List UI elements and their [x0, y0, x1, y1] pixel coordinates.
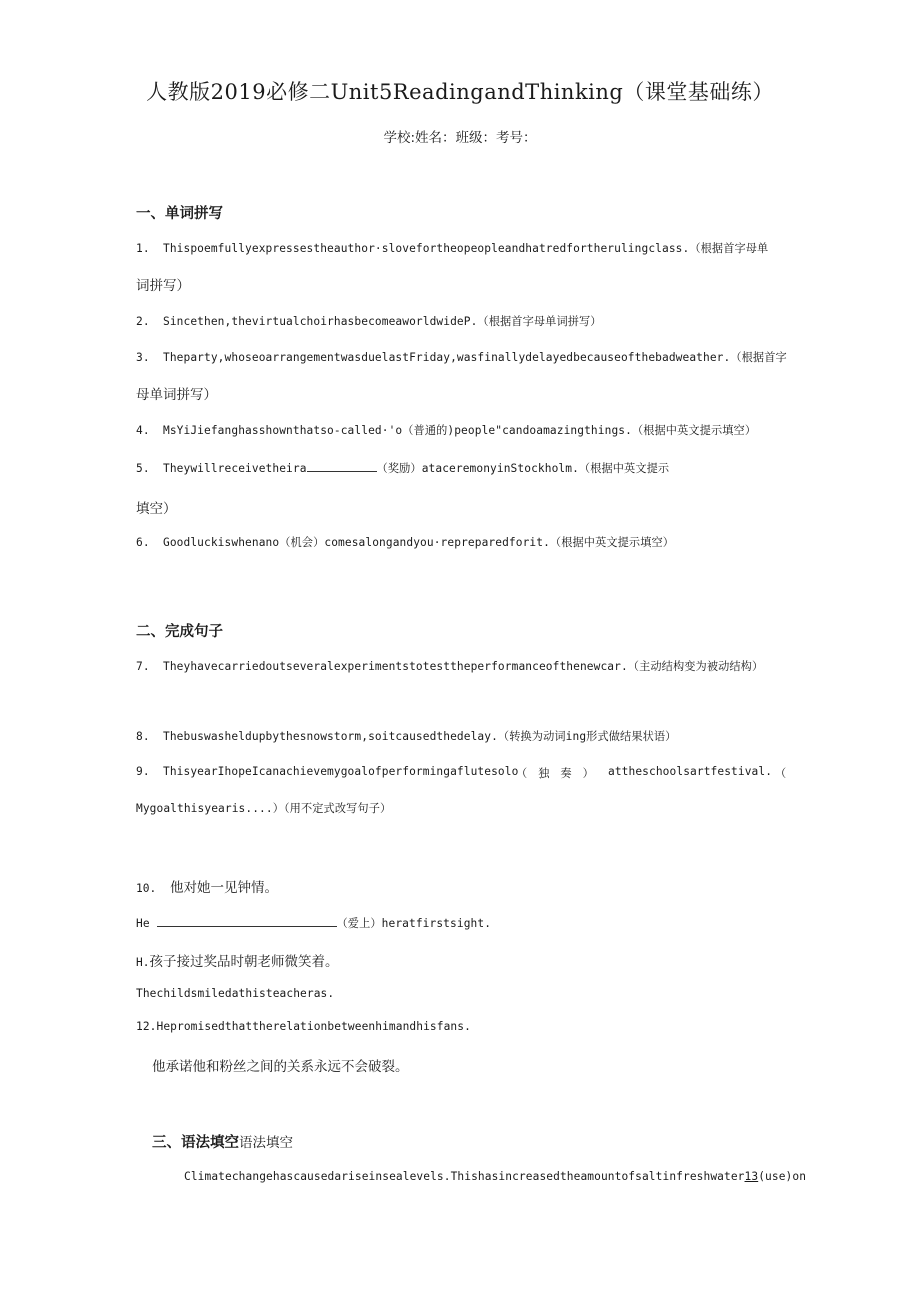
question-10-answer-line — [136, 914, 491, 931]
question-text: Goodluckiswhenano（机会）comesalongandyou·repreparedforit.（根据中英文提示填空） — [163, 536, 675, 549]
answer-prefix: He — [136, 917, 150, 930]
question-text: Thispoemfullyexpressestheauthor·slovefortheopeopleandhatredfortherulingclass.（根据首字母单 — [163, 242, 769, 255]
question-9-paren: （ — [775, 767, 787, 780]
answer-blank[interactable] — [157, 914, 337, 927]
question-9-annotation: （独奏） — [516, 767, 605, 780]
question-11-answer-line: Thechildsmiledathisteacheras. — [136, 987, 335, 1000]
question-number: 8. — [136, 730, 150, 743]
question-number: 4. — [136, 424, 150, 437]
question-3 — [136, 349, 787, 365]
question-number: H. — [136, 956, 150, 969]
question-text: Theyhavecarriedoutseveralexperimentstotesttheperformanceofthenewcar.（主动结构变为被动结构） — [163, 660, 764, 673]
question-text-cn: 孩子接过奖品时朝老师微笑着。 — [149, 954, 339, 970]
question-6 — [136, 534, 674, 550]
question-number: 1. — [136, 242, 150, 255]
answer-suffix: （爱上）heratfirstsight. — [336, 917, 492, 930]
blank-number[interactable]: 13 — [744, 1170, 759, 1183]
student-info: 学校:姓名：班级：考号： — [383, 130, 537, 146]
grammar-paragraph — [184, 1170, 806, 1183]
section-heading-sentences: 二、完成句子 — [136, 624, 223, 640]
question-9-tail: attheschoolsartfestival. — [608, 765, 773, 778]
question-text: Sincethen,thevirtualchoirhasbecomeaworldwideP.（根据首字母单词拼写） — [163, 315, 602, 328]
question-1 — [136, 240, 768, 256]
question-number: 3. — [136, 351, 150, 364]
question-1-continuation: 词拼写） — [136, 278, 190, 294]
question-8 — [136, 728, 676, 744]
question-9-continuation: Mygoalthisyearis....）（用不定式改写句子） — [136, 802, 392, 815]
paragraph-text: (use)on — [758, 1170, 807, 1183]
question-number: 5. — [136, 462, 150, 475]
question-5 — [136, 459, 669, 476]
answer-blank[interactable] — [307, 459, 377, 472]
section-heading-label: 三、语法填空 — [152, 1135, 239, 1151]
question-number: 7. — [136, 660, 150, 673]
question-4 — [136, 422, 756, 438]
question-9 — [136, 765, 518, 778]
question-text: Theywillreceivetheira — [163, 462, 307, 475]
question-text-cn: 他对她一见钟情。 — [170, 880, 278, 896]
section-heading-spelling: 一、单词拼写 — [136, 206, 223, 222]
question-2 — [136, 313, 602, 329]
section-heading-grammar — [152, 1131, 293, 1152]
question-number: 9. — [136, 765, 150, 778]
question-12: 12.Hepromisedthattherelationbetweenhimandhisfans. — [136, 1020, 471, 1033]
section-heading-suffix: 语法填空 — [239, 1135, 293, 1151]
question-11 — [136, 950, 338, 970]
question-number: 2. — [136, 315, 150, 328]
question-text: （奖励）ataceremonyinStockholm.（根据中英文提示 — [376, 462, 670, 475]
question-12-cn: 他承诺他和粉丝之间的关系永远不会破裂。 — [152, 1059, 409, 1075]
question-5-continuation: 填空） — [136, 501, 177, 517]
question-text: Thebuswasheldupbythesnowstorm,soitcausedthedelay.（转换为动词ing形式做结果状语） — [163, 730, 677, 743]
question-7 — [136, 658, 763, 674]
question-text: ThisyearIhopeIcanachievemygoalofperformingaflutesolo — [163, 765, 519, 778]
question-text: MsYiJiefanghasshownthatso-called·'o（普通的)people"candoamazingthings.（根据中英文提示填空） — [163, 424, 757, 437]
question-text: Theparty,whoseoarrangementwasduelastFriday,wasfinallydelayedbecauseofthebadweather.（根据首字 — [163, 351, 787, 364]
question-number: 10. — [136, 882, 157, 895]
question-3-continuation: 母单词拼写） — [136, 387, 217, 403]
question-10 — [136, 876, 278, 896]
question-number: 6. — [136, 536, 150, 549]
paragraph-text: Climatechangehascausedariseinsealevels.Thishasincreasedtheamountofsaltinfreshwater — [184, 1170, 745, 1183]
page-title: 人教版2019必修二Unit5ReadingandThinking（课堂基础练） — [146, 80, 774, 104]
